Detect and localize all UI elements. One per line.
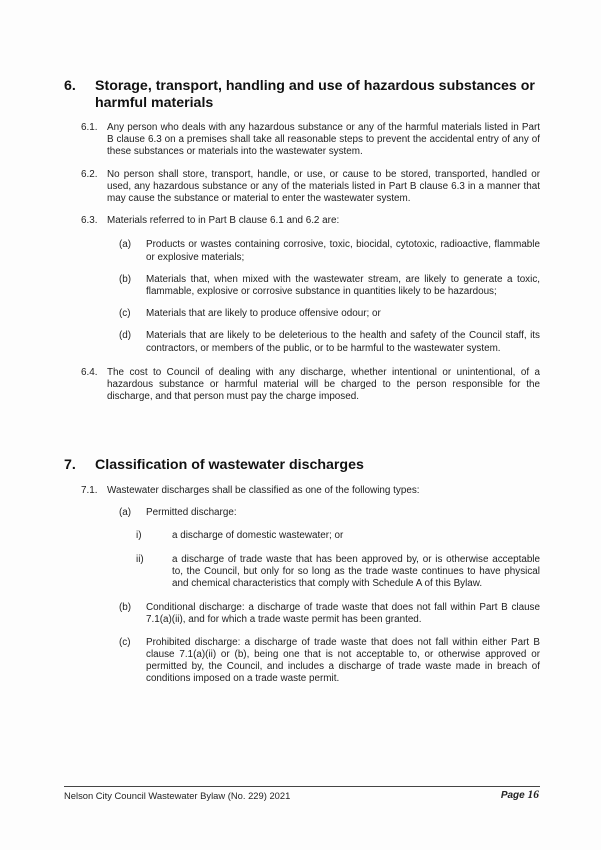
section-number: 6. xyxy=(64,78,76,94)
item-text: Permitted discharge: xyxy=(146,507,237,519)
item-letter: (a) xyxy=(119,507,132,519)
section-7 xyxy=(64,457,540,685)
clause-6-1 xyxy=(64,122,540,159)
section-7-heading xyxy=(64,457,540,474)
list-item-a xyxy=(64,239,540,263)
footer-divider xyxy=(64,786,540,787)
item-text: Prohibited discharge: a discharge of trade waste that does not fall within either Part B clause 7.1(a)(ii) or (b), being one that is not acceptable to, or otherwise approved or permitted by, the Council, and includes a discharge of trade waste made in breach of conditions imposed on a trade waste permit. xyxy=(146,636,540,685)
section-6 xyxy=(64,78,540,403)
page-label: Page xyxy=(500,790,525,801)
footer-document-title: Nelson City Council Wastewater Bylaw (No. 229) 2021 xyxy=(64,790,291,801)
section-6-heading xyxy=(64,78,540,112)
list-item-b xyxy=(64,602,540,626)
page-number xyxy=(501,789,539,801)
clause-number: 6.4. xyxy=(81,366,98,378)
item-letter: (a) xyxy=(119,239,132,251)
clause-7-1 xyxy=(64,485,540,497)
list-item-c xyxy=(64,637,540,686)
clause-text: No person shall store, transport, handle, or use, or cause to be stored, transported, handled or used, any hazardous substance or any of the materials listed in Part B clause 6.3 in a manner that may cause the substance or material to enter the wastewater system. xyxy=(107,168,540,205)
item-letter: (b) xyxy=(119,602,132,614)
item-letter: (d) xyxy=(119,330,132,342)
sub-item-i xyxy=(64,530,540,542)
clause-6-3 xyxy=(64,215,540,227)
item-text: Conditional discharge: a discharge of trade waste that does not fall within Part B clause 7.1(a)(ii), and for which a trade waste permit has been granted. xyxy=(146,602,540,626)
item-text: Materials that are likely to be deleterious to the health and safety of the Council staff, its contractors, or members of the public, or to be harmful to the wastewater system. xyxy=(146,330,540,354)
sub-item-text: a discharge of trade waste that has been approved by, or is otherwise acceptable to, the Council, but only for so long as the trade waste continues to have physical and chemical characteristics that comply with Schedule A of this Bylaw. xyxy=(172,553,540,590)
clause-number: 6.2. xyxy=(81,168,98,180)
clause-text: Any person who deals with any hazardous substance or any of the harmful materials listed in Part B clause 6.3 on a premises shall take all reasonable steps to prevent the accidental entry of any of these substances or materials into the wastewater system. xyxy=(107,122,540,158)
item-text: Materials that, when mixed with the wastewater stream, are likely to generate a toxic, flammable, explosive or corrosive substance in quantities likely to be hazardous; xyxy=(146,273,540,298)
section-title: Classification of wastewater discharges xyxy=(95,457,364,473)
clause-text: Materials referred to in Part B clause 6.1 and 6.2 are: xyxy=(107,215,340,227)
item-letter: (c) xyxy=(119,308,131,320)
sub-item-number: ii) xyxy=(136,553,144,565)
clause-number: 7.1. xyxy=(81,485,98,496)
clause-6-2 xyxy=(64,169,540,206)
item-letter: (c) xyxy=(119,636,131,648)
clause-text: The cost to Council of dealing with any discharge, whether intentional or unintentional, of a hazardous substance or harmful material will be charged to the person responsible for the discharge, and that person must pay the charge imposed. xyxy=(107,366,540,403)
item-letter: (b) xyxy=(119,273,132,285)
clause-number: 6.1. xyxy=(81,122,98,133)
item-text: Products or wastes containing corrosive, toxic, biocidal, cytotoxic, radioactive, flammable or explosive materials; xyxy=(146,239,540,263)
sub-item-text: a discharge of domestic wastewater; or xyxy=(172,530,344,542)
list-item-b xyxy=(64,274,540,298)
clause-number: 6.3. xyxy=(81,215,98,227)
sub-item-ii xyxy=(64,554,540,591)
list-item-d xyxy=(64,330,540,354)
list-item-a xyxy=(64,507,540,519)
clause-6-4 xyxy=(64,367,540,404)
section-title: Storage, transport, handling and use of hazardous substances or harmful materials xyxy=(95,78,535,111)
page-number-value: 16 xyxy=(527,789,539,801)
item-text: Materials that are likely to produce offensive odour; or xyxy=(146,308,381,320)
sub-item-number: i) xyxy=(136,530,142,542)
section-number: 7. xyxy=(64,457,76,473)
clause-text: Wastewater discharges shall be classified as one of the following types: xyxy=(107,485,420,496)
list-item-c xyxy=(64,308,540,320)
